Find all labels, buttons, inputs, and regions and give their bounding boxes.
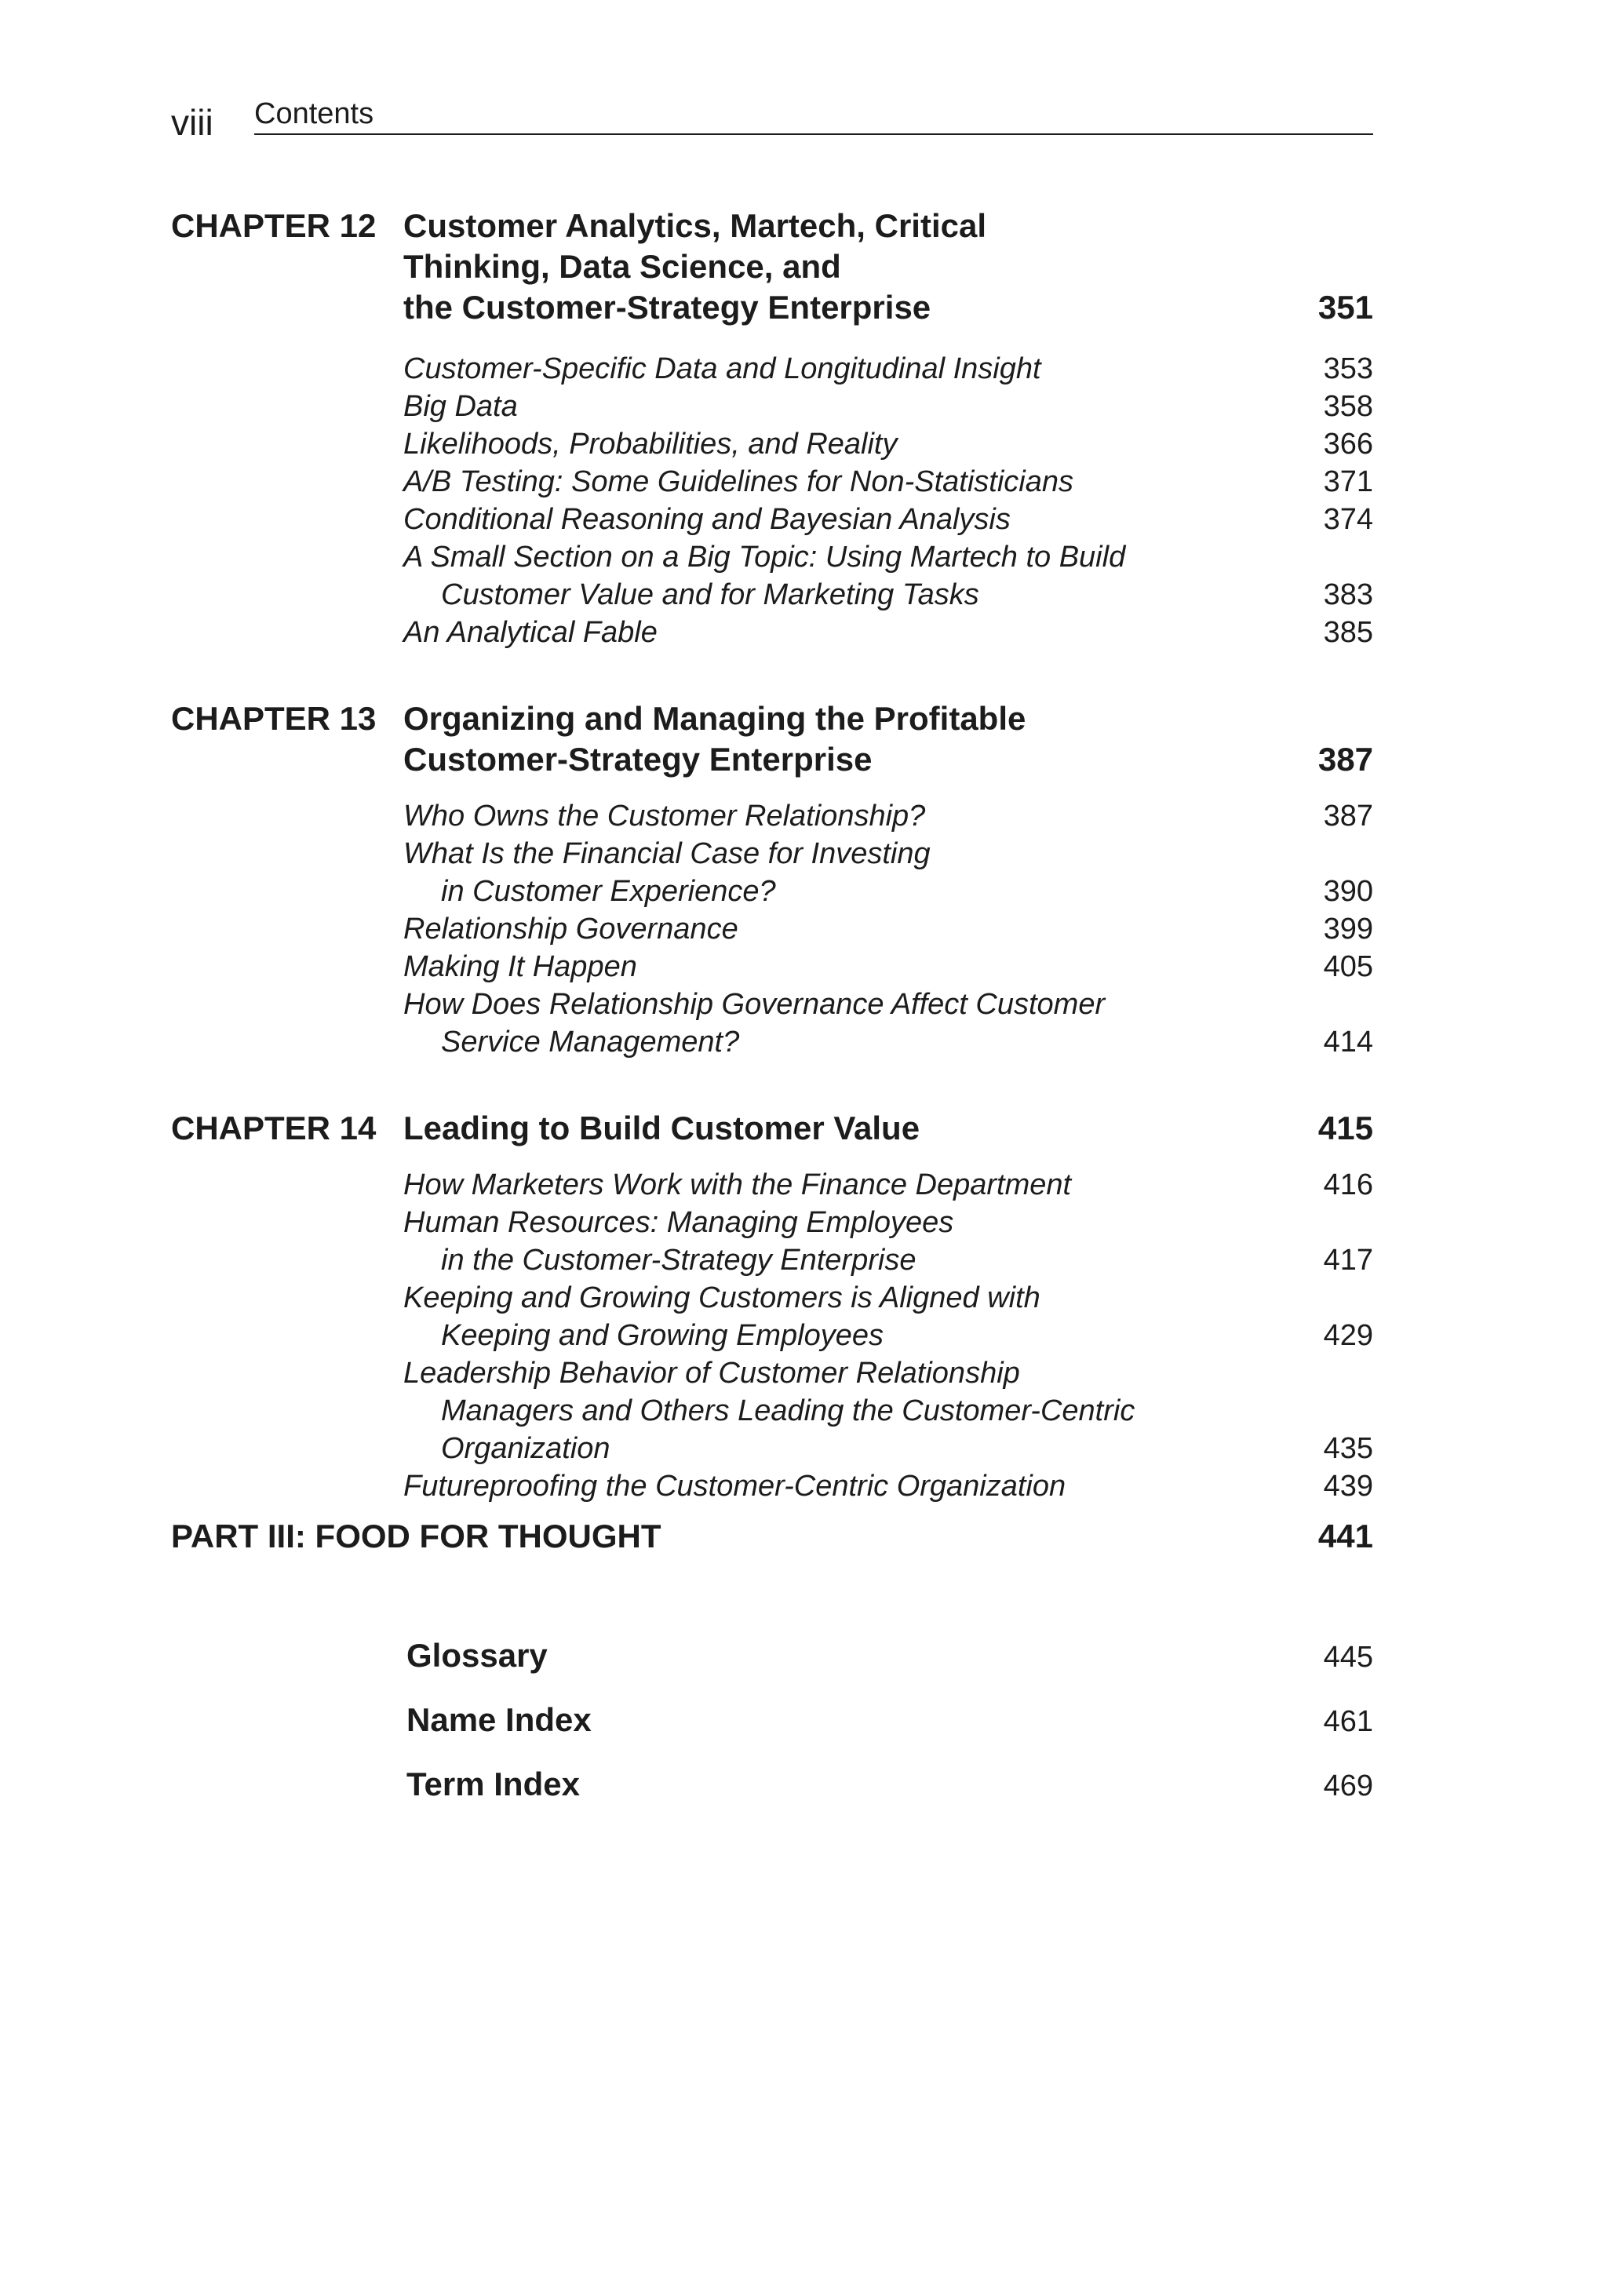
entry-page-number: 435 [1323,1432,1373,1465]
back-matter-title: Name Index [406,1701,592,1738]
entry-title-line: in Customer Experience? [441,875,776,908]
entry-title-line: Futureproofing the Customer-Centric Organization [403,1470,1066,1503]
chapter-page-number: 351 [1317,289,1373,326]
toc-entry [403,350,1373,388]
entry-page-number: 399 [1323,913,1373,946]
chapter-title-line: Organizing and Managing the Profitable [403,700,1026,737]
back-matter-title: Glossary [406,1637,548,1674]
entry-title-line: What Is the Financial Case for Investing [403,837,931,870]
chapter-label: CHAPTER 12 [171,207,377,244]
entry-page-number: 405 [1323,950,1373,983]
entry-page-number: 414 [1323,1026,1373,1059]
entry-title-line: Managers and Others Leading the Customer-Centric [441,1394,1135,1427]
toc-entry [403,463,1373,501]
chapter-title [403,698,1251,780]
entry-page-number: 371 [1323,465,1373,498]
entry-page-number: 385 [1323,616,1373,649]
entry-title-line: An Analytical Fable [403,616,658,649]
back-matter-title: Term Index [406,1766,580,1802]
toc-entry [403,614,1373,651]
toc-entry [403,1279,1373,1354]
chapter-label: CHAPTER 14 [171,1110,377,1146]
chapter-title-line: Thinking, Data Science, and [403,248,841,285]
chapter-title-line: Leading to Build Customer Value [403,1110,920,1146]
toc-entry [403,501,1373,538]
chapter-title-line: Customer-Strategy Enterprise [403,741,873,778]
toc-entry [403,388,1373,425]
running-head: Contents [254,97,374,130]
chapter-page-number: 387 [1317,741,1373,778]
entry-title-line: A/B Testing: Some Guidelines for Non-Statisticians [403,465,1073,498]
entry-title-line: How Marketers Work with the Finance Department [403,1168,1072,1201]
entry-title-line: Organization [441,1432,610,1465]
entry-title-line: Relationship Governance [403,913,738,946]
chapter-page-number: 415 [1317,1110,1373,1146]
entry-page-number: 358 [1323,390,1373,423]
entry-page-number: 416 [1323,1168,1373,1201]
toc-entry [403,425,1373,463]
entry-title-line: Conditional Reasoning and Bayesian Analysis [403,503,1011,536]
entry-page-number: 417 [1323,1244,1373,1277]
entry-title-line: Keeping and Growing Employees [441,1319,884,1352]
entry-page-number: 387 [1323,800,1373,833]
entry-title-line: How Does Relationship Governance Affect Customer [403,988,1106,1021]
page-number: viii [171,102,213,143]
entry-page-number: 374 [1323,503,1373,536]
entry-title-line: Likelihoods, Probabilities, and Reality [403,428,898,461]
entry-title-line: A Small Section on a Big Topic: Using Martech to Build [403,541,1126,574]
entry-page-number: 390 [1323,875,1373,908]
entry-page-number: 353 [1323,352,1373,385]
chapter-title [403,206,1251,328]
entry-page-number: 429 [1323,1319,1373,1352]
entry-title-line: Service Management? [441,1026,740,1059]
entry-title-line: Leadership Behavior of Customer Relationship [403,1357,1020,1390]
back-matter-entry [406,1762,1373,1806]
entry-title-line: Making It Happen [403,950,637,983]
entry-page-number: 366 [1323,428,1373,461]
entry-title-line: in the Customer-Strategy Enterprise [441,1244,916,1277]
back-matter-entry [406,1698,1373,1742]
toc-entry [403,1467,1373,1505]
chapter-title [403,1108,1251,1149]
toc-entry [403,797,1373,835]
chapter-label: CHAPTER 13 [171,700,377,737]
entry-page-number: 439 [1323,1470,1373,1503]
toc-entry [403,1354,1373,1467]
chapter-title-line: Customer Analytics, Martech, Critical [403,207,986,244]
chapter-title-line: the Customer-Strategy Enterprise [403,289,931,326]
entry-page-number: 383 [1323,578,1373,611]
entry-title-line: Big Data [403,390,518,423]
back-matter-page-number: 445 [1323,1641,1373,1674]
toc-entry [403,948,1373,986]
entry-title-line: Human Resources: Managing Employees [403,1206,954,1239]
toc-entry [403,910,1373,948]
toc-entry [403,835,1373,910]
entry-title-line: Customer Value and for Marketing Tasks [441,578,979,611]
toc-entry [403,538,1373,614]
part-heading: PART III: FOOD FOR THOUGHT [171,1518,661,1554]
back-matter-page-number: 461 [1323,1705,1373,1738]
toc-entry [403,986,1373,1061]
back-matter-page-number: 469 [1323,1769,1373,1802]
entry-title-line: Who Owns the Customer Relationship? [403,800,926,833]
back-matter-entry [406,1634,1373,1678]
toc-entry [403,1204,1373,1279]
entry-title-line: Keeping and Growing Customers is Aligned with [403,1281,1040,1314]
part-page-number: 441 [1317,1518,1373,1554]
header-rule [254,133,1373,135]
toc-entry [403,1166,1373,1204]
entry-title-line: Customer-Specific Data and Longitudinal Insight [403,352,1041,385]
